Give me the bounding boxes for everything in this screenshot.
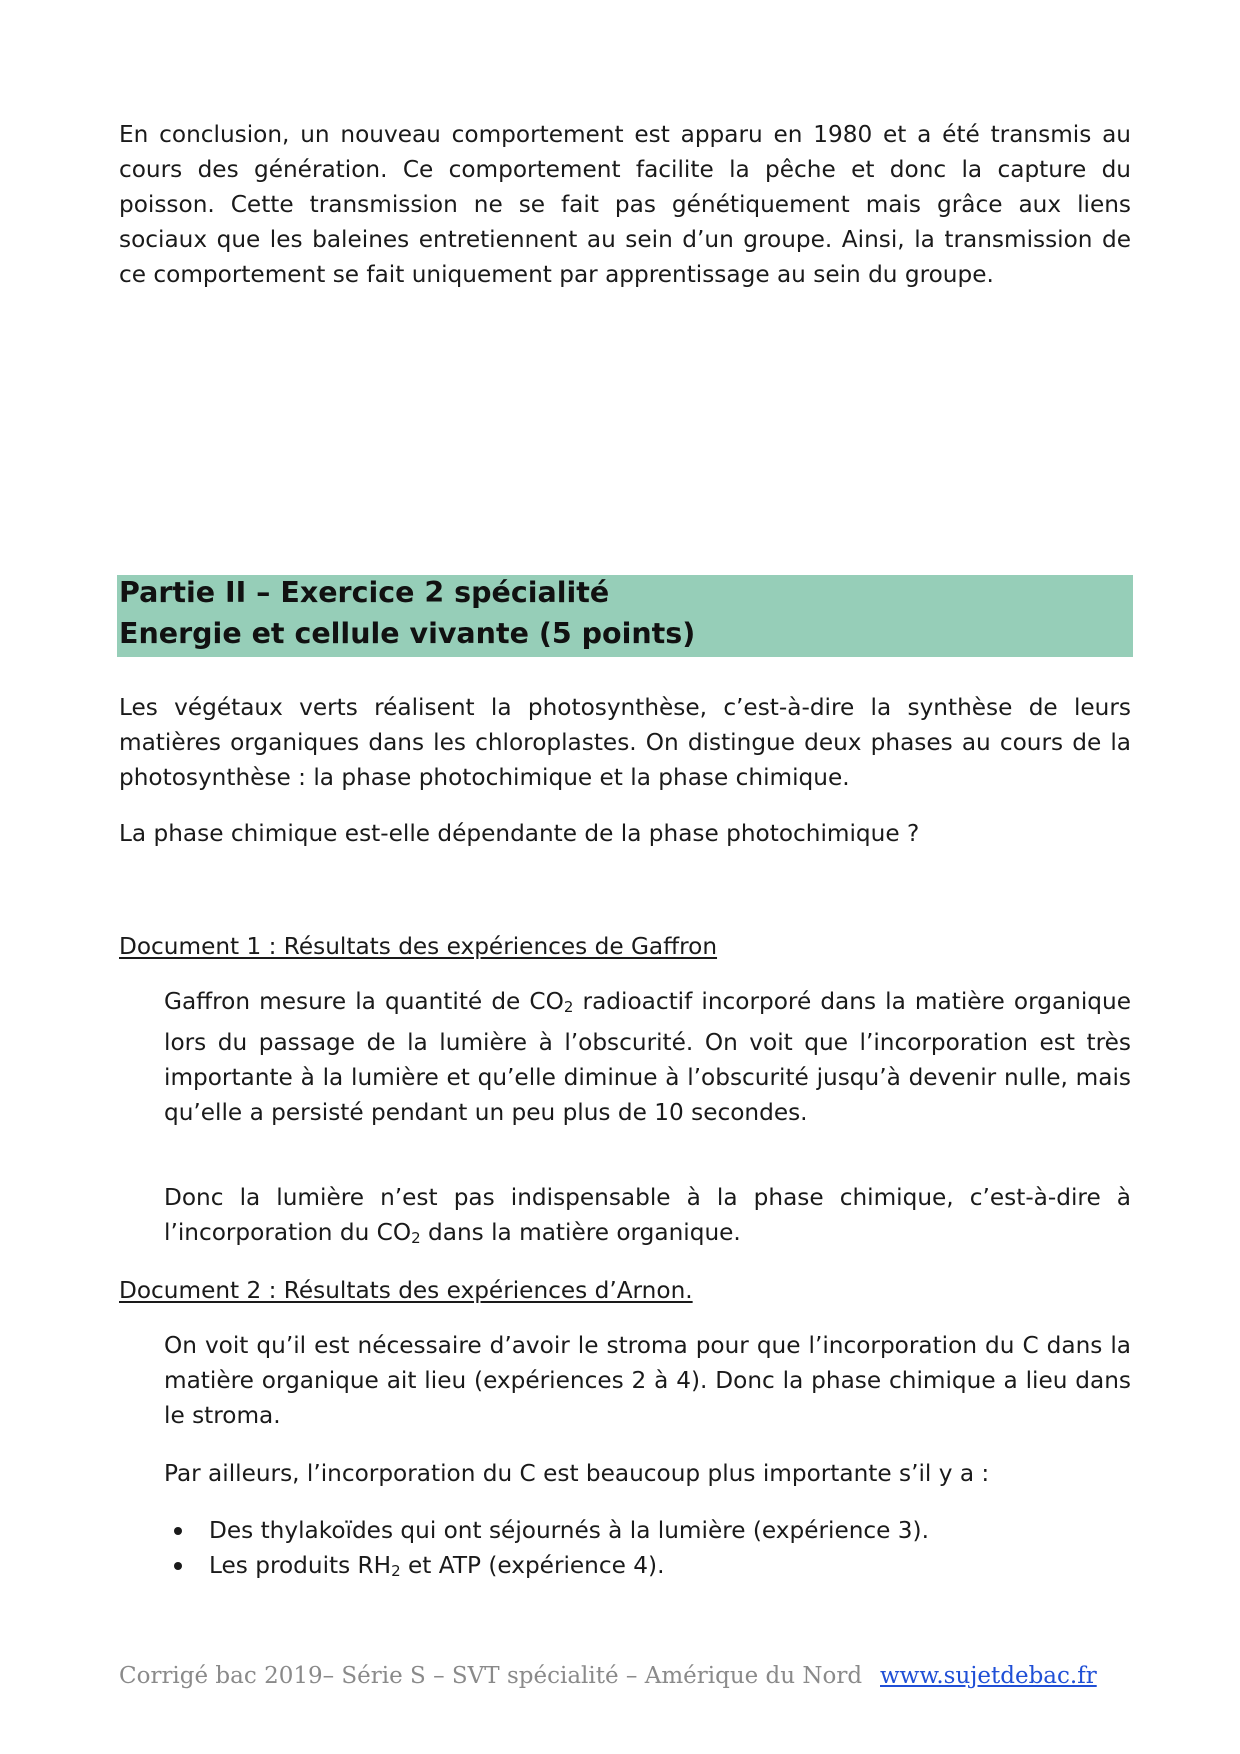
- document1-p2-text-a: Donc la lumière n’est pas indispensable à la phase chimique, c’est-à-dire à l’incorporation du CO: [164, 1184, 1131, 1246]
- bullet-dot-icon: [174, 1562, 182, 1570]
- section-title-line2: Energie et cellule vivante (5 points): [119, 617, 696, 650]
- document1-p1-text-b: radioactif incorporé dans la matière organique lors du passage de la lumière à l’obscurité. On voit que l’incorporation est très importante à la lumière et qu’elle diminue à l’obscurité jusqu’à devenir nulle, mais qu’elle a persisté pendant un peu plus de 10 secondes.: [164, 988, 1131, 1126]
- bullet-item-subscript: 2: [391, 1562, 401, 1580]
- bullet-item-thylakoides: [164, 1513, 1131, 1548]
- document1-p1-subscript: 2: [563, 998, 574, 1016]
- document2-paragraph1: On voit qu’il est nécessaire d’avoir le stroma pour que l’incorporation du C dans la matière organique ait lieu (expériences 2 à 4). Donc la phase chimique a lieu dans le stroma.: [164, 1332, 1131, 1429]
- question-paragraph: La phase chimique est-elle dépendante de la phase photochimique ?: [119, 820, 920, 847]
- bullet-item-text-a: Les produits RH: [209, 1552, 392, 1579]
- bullet-item-produits: [164, 1548, 1131, 1589]
- document2-title: Document 2 : Résultats des expériences d’Arnon.: [119, 1277, 693, 1304]
- bullet-item-text: Des thylakoïdes qui ont séjournés à la lumière (expérience 3).: [209, 1517, 929, 1544]
- document1-paragraph2: [164, 1180, 1131, 1256]
- document1-paragraph1: [164, 984, 1131, 1130]
- footer-website-link[interactable]: www.sujetdebac.fr: [880, 1663, 1097, 1689]
- bullet-item-text-b: et ATP (expérience 4).: [400, 1552, 665, 1579]
- document2-bullet-list: [164, 1513, 1131, 1589]
- intro-paragraph: Les végétaux verts réalisent la photosynthèse, c’est-à-dire la synthèse de leurs matières organiques dans les chloroplastes. On distingue deux phases au cours de la photosynthèse : la phase photochimique et la phase chimique.: [119, 694, 1131, 791]
- bullet-dot-icon: [174, 1527, 182, 1535]
- document1-p1-text-a: Gaffron mesure la quantité de CO: [164, 988, 564, 1015]
- section-title-line1: Partie II – Exercice 2 spécialité: [119, 576, 610, 609]
- document2-paragraph2: Par ailleurs, l’incorporation du C est beaucoup plus importante s’il y a :: [164, 1460, 990, 1487]
- conclusion-paragraph: En conclusion, un nouveau comportement est apparu en 1980 et a été transmis au cours des génération. Ce comportement facilite la pêche et donc la capture du poisson. Cette transmission ne se fait pas génétiquement mais grâce aux liens sociaux que les baleines entretiennent au sein d’un groupe. Ainsi, la transmission de ce comportement se fait uniquement par apprentissage au sein du groupe.: [119, 121, 1131, 288]
- document1-p2-text-b: dans la matière organique.: [420, 1219, 741, 1246]
- document1-title: Document 1 : Résultats des expériences de Gaffron: [119, 933, 718, 960]
- document1-p2-subscript: 2: [411, 1229, 421, 1247]
- footer-source: Corrigé bac 2019– Série S – SVT spécialité – Amérique du Nord: [119, 1663, 863, 1689]
